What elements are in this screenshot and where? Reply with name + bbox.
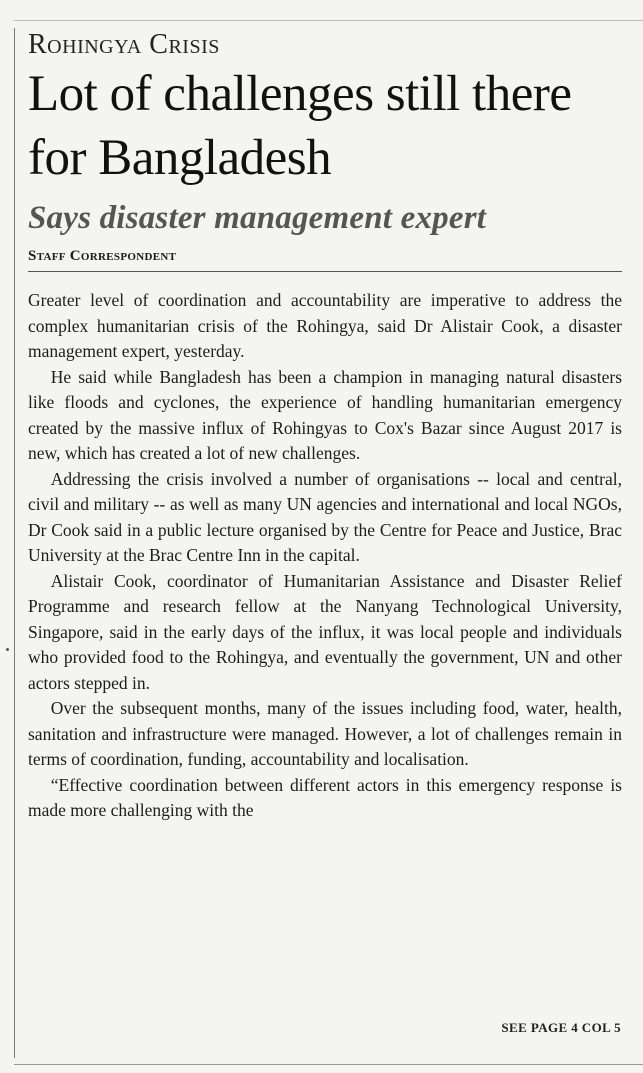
paragraph: Alistair Cook, coordinator of Humanitarian Assistance and Disaster Relief Programme and research fellow at the Nanyang Technological University, Singapore, said in the early days of the influx, it was local people and individuals who provided food to the Rohingya, and eventually the government, UN and other actors stepped in.	[28, 570, 622, 693]
column-rule	[14, 28, 15, 1058]
paragraph: Greater level of coordination and accountability are imperative to address the complex humanitarian crisis of the Rohingya, said Dr Alistair Cook, a disaster management expert, yesterday.	[28, 290, 622, 361]
deck-subheadline: Says disaster management expert	[28, 200, 487, 236]
paragraph: Addressing the crisis involved a number of organisations -- local and central, civil and military -- as well as many UN agencies and international and local NGOs, Dr Cook said in a public lecture organised by the Centre for Peace and Justice, Brac University at the Brac Centre Inn in the capital.	[28, 468, 622, 565]
byline: Staff Correspondent	[28, 248, 622, 272]
article-body	[28, 288, 622, 824]
news-article	[28, 28, 622, 824]
paragraph: He said while Bangladesh has been a champion in managing natural disasters like floods and cyclones, the experience of handling humanitarian emergency created by the massive influx of Rohingyas to Cox's Bazar since August 2017 is new, which has created a lot of new challenges.	[28, 366, 622, 463]
top-rule	[14, 20, 643, 21]
continued-jump-line: SEE PAGE 4 COL 5	[501, 1020, 621, 1035]
paragraph: “Effective coordination between different actors in this emergency response is made more challenging with the	[28, 774, 622, 820]
kicker: Rohingya Crisis	[28, 29, 220, 60]
margin-mark	[6, 648, 9, 651]
bottom-rule	[14, 1064, 643, 1065]
paragraph: Over the subsequent months, many of the issues including food, water, health, sanitation and infrastructure were managed. However, a lot of challenges remain in terms of coordination, funding, accountability and localisation.	[28, 698, 622, 769]
headline: Lot of challenges still there for Bangladesh	[28, 66, 572, 186]
